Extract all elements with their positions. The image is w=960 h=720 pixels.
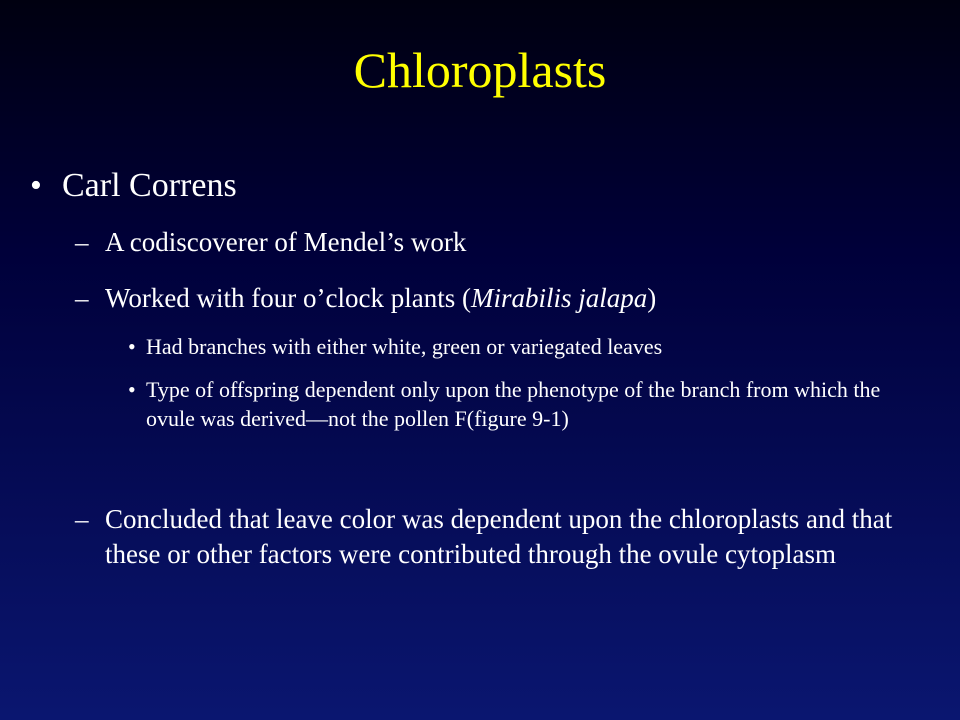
bullet-marker: • [128,334,136,359]
dash-marker: – [75,283,89,313]
sub-bullet-text-post: ) [647,283,657,313]
bullet-text: Carl Correns [62,167,237,204]
sub-bullet-conclusion [75,502,935,572]
sub-bullet-text-pre: Worked with four o’clock plants ( [105,283,471,313]
slide-title: Chloroplasts [353,42,607,98]
species-name: Mirabilis jalapa [470,283,648,313]
bullet-marker: • [30,167,42,204]
sub-bullet-codiscoverer [75,225,935,260]
sub-sub-bullet-text: Type of offspring dependent only upon the phenotype of the branch from which the ovule was derived—not the pollen F(figure 9-1) [146,377,881,431]
bullet-carl-correns [30,166,237,206]
sub-bullet-text [75,281,935,316]
sub-bullet-text: Concluded that leave color was dependent upon the chloroplasts and that these or other factors were contributed through the ovule cytoplasm [105,504,893,569]
sub-sub-bullet-offspring [128,375,928,433]
sub-sub-bullet-branches [128,332,928,361]
sub-bullet-text: A codiscoverer of Mendel’s work [105,227,467,257]
dash-marker: – [75,504,89,534]
sub-bullet-four-oclock [75,281,935,316]
dash-marker: – [75,227,89,257]
sub-sub-bullet-text: Had branches with either white, green or variegated leaves [146,334,663,359]
bullet-marker: • [128,377,136,402]
